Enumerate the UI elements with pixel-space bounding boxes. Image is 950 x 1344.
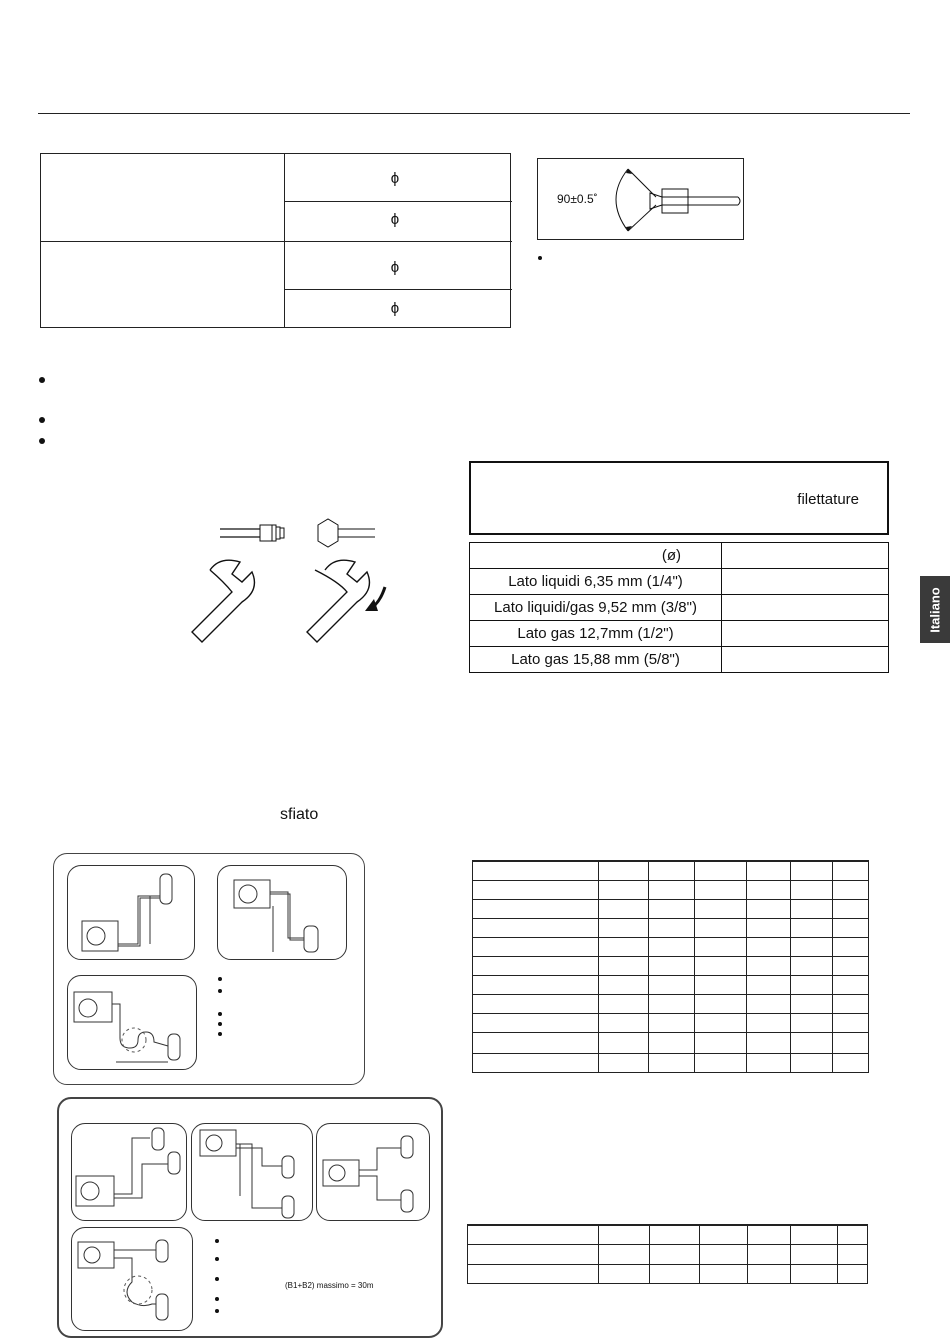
phi-symbol: ϕ: [390, 259, 400, 276]
table-cell: [838, 1264, 868, 1283]
table-cell: [473, 956, 599, 975]
table-cell: [649, 994, 695, 1013]
table-cell: [695, 994, 747, 1013]
table-cell: [599, 956, 649, 975]
table-cell: [649, 975, 695, 994]
multi-diagram-formula: (B1+B2) massimo = 30m: [285, 1281, 374, 1290]
table-cell: [747, 1053, 791, 1072]
table-cell: [748, 1225, 791, 1244]
diagram-indoor-below: [217, 865, 347, 960]
table-cell: [599, 975, 649, 994]
table-cell: [791, 975, 833, 994]
diagram-indoor-above: [67, 865, 195, 960]
phi-symbol: ϕ: [390, 300, 400, 317]
table-cell: [599, 861, 649, 880]
table-cell: [473, 880, 599, 899]
table-cell: [468, 1225, 599, 1244]
table-cell: [791, 937, 833, 956]
bleed-word: sfiato: [280, 806, 319, 823]
table-cell: [473, 937, 599, 956]
table-cell: [791, 956, 833, 975]
flare-angle-figure: [537, 158, 744, 240]
table-cell: [833, 880, 869, 899]
table-cell: [473, 1053, 599, 1072]
diagram-multi-oil-trap: [71, 1227, 193, 1331]
table-cell: [599, 1225, 650, 1244]
table-cell: [695, 975, 747, 994]
table-cell: [649, 880, 695, 899]
table-cell: [649, 937, 695, 956]
table-cell: [791, 994, 833, 1013]
multi-installation-diagram-panel: [57, 1097, 443, 1338]
table-cell: [599, 1032, 649, 1053]
table-cell: [700, 1264, 748, 1283]
torque-row-label: Lato liquidi 6,35 mm (1/4"): [470, 569, 722, 595]
table-cell: [599, 1244, 650, 1264]
table-cell: [748, 1244, 791, 1264]
table-cell: [468, 1244, 599, 1264]
table-cell: [650, 1244, 700, 1264]
torque-row-label: Lato gas 12,7mm (1/2"): [470, 621, 722, 647]
table-row: [473, 956, 869, 975]
table-cell: [695, 1032, 747, 1053]
table-cell: [473, 975, 599, 994]
table-cell: [791, 1013, 833, 1032]
table-cell: [833, 899, 869, 918]
table-cell: [599, 1053, 649, 1072]
language-tab-label: Italiano: [927, 586, 943, 633]
table-cell: [649, 861, 695, 880]
diagram-multi-below: [191, 1123, 313, 1221]
table-cell: [747, 918, 791, 937]
table-row: [473, 1032, 869, 1053]
table-cell: [599, 880, 649, 899]
table-cell: [695, 899, 747, 918]
table-cell: [791, 1225, 838, 1244]
phi-symbol: ϕ: [390, 170, 400, 187]
table-cell: [650, 1264, 700, 1283]
table-cell: [791, 861, 833, 880]
table-cell: [649, 956, 695, 975]
table-row: [473, 1013, 869, 1032]
table-row: [468, 1264, 868, 1283]
table-cell: [833, 956, 869, 975]
table-cell: [791, 1244, 838, 1264]
table-cell: [649, 1032, 695, 1053]
table-cell: [748, 1264, 791, 1283]
table-cell: [838, 1244, 868, 1264]
bullet: [39, 417, 45, 423]
table-cell: [599, 994, 649, 1013]
header-rule: [38, 113, 910, 114]
table-cell: [833, 975, 869, 994]
table-row: [473, 975, 869, 994]
table-row: [468, 1244, 868, 1264]
table-row: [468, 1225, 868, 1244]
table-cell: [700, 1225, 748, 1244]
flare-angle-label: 90±0.5˚: [557, 192, 598, 206]
table-cell: [473, 1032, 599, 1053]
wrench-icon: [180, 515, 400, 645]
table-cell: [747, 937, 791, 956]
flare-pipe-icon: [538, 159, 745, 241]
table-cell: [700, 1244, 748, 1264]
table-cell: [695, 918, 747, 937]
table-cell: [747, 994, 791, 1013]
table-cell: [838, 1225, 868, 1244]
table-cell: [791, 918, 833, 937]
table-row: [473, 880, 869, 899]
table-cell: [649, 1013, 695, 1032]
table-row: [473, 918, 869, 937]
diagram-multi-above: [71, 1123, 187, 1221]
bullet: [538, 256, 542, 260]
table-cell: [599, 1013, 649, 1032]
table-cell: [833, 861, 869, 880]
language-tab: [920, 576, 950, 643]
table-cell: [473, 861, 599, 880]
torque-table-header: (ø): [470, 543, 722, 569]
table-cell: [833, 1032, 869, 1053]
table-cell: [650, 1225, 700, 1244]
table-cell: [473, 1013, 599, 1032]
table-cell: [791, 1053, 833, 1072]
table-cell: [695, 956, 747, 975]
table-cell: [833, 1053, 869, 1072]
piping-length-table: [472, 860, 869, 1073]
table-cell: [473, 899, 599, 918]
table-cell: [649, 918, 695, 937]
table-cell: [791, 1264, 838, 1283]
multi-piping-length-table: [467, 1224, 868, 1284]
table-cell: [599, 899, 649, 918]
table-cell: [473, 994, 599, 1013]
table-cell: [791, 899, 833, 918]
torque-row-label: Lato liquidi/gas 9,52 mm (3/8"): [470, 595, 722, 621]
diagram-oil-trap: [67, 975, 197, 1070]
table-cell: [833, 918, 869, 937]
table-cell: [695, 937, 747, 956]
table-cell: [695, 861, 747, 880]
table-row: [473, 1053, 869, 1072]
table-cell: [468, 1264, 599, 1283]
table-cell: [747, 899, 791, 918]
table-cell: [747, 861, 791, 880]
table-cell: [747, 1013, 791, 1032]
table-cell: [649, 1053, 695, 1072]
torque-row-label: Lato gas 15,88 mm (5/8"): [470, 647, 722, 673]
table-row: [473, 861, 869, 880]
table-cell: [599, 937, 649, 956]
table-cell: [747, 880, 791, 899]
table-cell: [791, 1032, 833, 1053]
pipe-size-table: [40, 153, 511, 328]
table-row: [473, 937, 869, 956]
bullet: [39, 438, 45, 444]
table-cell: [747, 975, 791, 994]
table-cell: [695, 1013, 747, 1032]
table-cell: [695, 1053, 747, 1072]
bullet: [39, 377, 45, 383]
torque-note-box: [469, 461, 889, 535]
table-cell: [833, 937, 869, 956]
table-row: [473, 899, 869, 918]
table-cell: [649, 899, 695, 918]
table-cell: [747, 956, 791, 975]
table-cell: [473, 918, 599, 937]
table-cell: [695, 880, 747, 899]
table-cell: [791, 880, 833, 899]
torque-table: [469, 542, 889, 673]
torque-note-word: filettature: [797, 491, 859, 508]
table-cell: [833, 1013, 869, 1032]
table-cell: [747, 1032, 791, 1053]
phi-symbol: ϕ: [390, 211, 400, 228]
single-installation-diagram-panel: [53, 853, 365, 1085]
diagram-multi-level: [316, 1123, 430, 1221]
table-row: [473, 994, 869, 1013]
table-cell: [833, 994, 869, 1013]
table-cell: [599, 1264, 650, 1283]
table-cell: [599, 918, 649, 937]
